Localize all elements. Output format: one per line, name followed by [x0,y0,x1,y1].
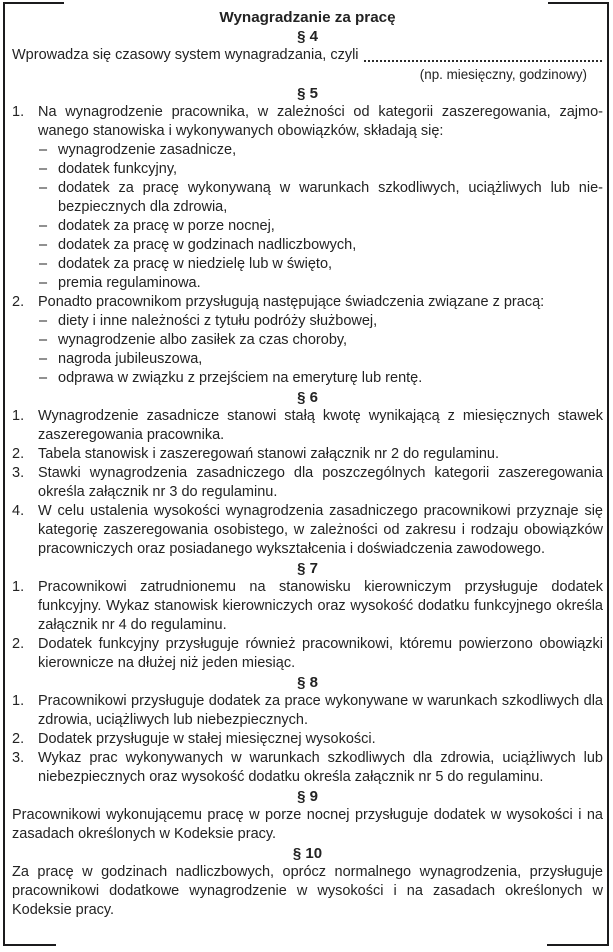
section-heading: § 9 [297,788,318,805]
list-item [12,464,603,502]
list-item-number: 1. [12,579,25,595]
sub-list-item-text: dodatek za pracę w porze nocnej, [58,218,275,234]
sub-list-item-text: dodatek funkcyjny, [58,161,178,177]
list-item [12,293,603,388]
list-item [12,692,603,730]
dash-bullet: – [39,313,48,329]
list-item-body [38,635,603,673]
list-item [12,407,603,445]
sub-list-item-text: premia regulaminowa. [58,275,201,291]
list-item [12,578,603,635]
document-section [12,27,603,84]
sub-list-item [38,255,603,274]
list-item-number: 1. [12,408,25,424]
list-item-body [38,578,603,635]
section-heading: § 10 [292,845,323,862]
document-section [12,787,603,844]
list-item-text: Pracownikowi zatrudnionemu na stanowisku kierowniczym przysługuje dodatek funkcyjny. Wykaz stanowisk kierowniczych oraz wysokość dodatku funkcyjnego określa załącznik nr 4 do regulaminu. [38,579,603,633]
list-item-body [38,293,544,388]
list-item [12,103,603,293]
sub-list-item-text: diety i inne należności z tytułu podróży służbowej, [58,313,378,329]
document-title: Wynagradzanie za pracę [219,9,396,26]
list-item-body [38,103,603,293]
list-item-number: 3. [12,750,25,766]
list-item-body [38,445,499,464]
list-item-number: 1. [12,104,25,120]
dash-bullet: – [39,142,48,158]
page-border-top-left [3,2,64,4]
list-item [12,502,603,559]
document-section [12,559,603,673]
sub-list-item-text: nagroda jubileuszowa, [58,351,203,367]
sub-list-item [38,141,603,160]
document-section [12,673,603,787]
list-item-text: Wykaz prac wykonywanych w warunkach szkodliwych dla zdrowia, uciążliwych lub niebezpiecznych oraz wysokość dodatku określa załącznik nr 5 do regulaminu. [38,750,603,785]
dash-bullet: – [39,161,48,177]
list-item-number: 2. [12,294,25,310]
section-heading: § 8 [297,674,318,691]
list-item-body [38,692,603,730]
list-item [12,445,603,464]
list-item-number: 3. [12,465,25,481]
sections-container [12,27,603,920]
list-item-text: Na wynagrodzenie pracownika, w zależności od kategorii zaszeregowania, zajmowanego stanowiska i wykonywanych obowiązków, składają się: [38,104,603,139]
list-item-text: Ponadto pracownikom przysługują następujące świadczenia związane z pracą: [38,294,545,310]
fill-in-hint: (np. miesięczny, godzinowy) [419,67,587,82]
list-item-text: Pracownikowi przysługuje dodatek za prace wykonywane w warunkach szkodliwych dla zdrowia, uciążliwych lub niebezpiecznych. [38,693,603,728]
section-heading: § 6 [297,389,318,406]
section-heading: § 4 [297,28,318,45]
list-item-body [38,502,603,559]
list-item-text: Dodatek funkcyjny przysługuje również pracownikowi, któremu powierzono obowiązki kierownicze na dłużej niż jeden miesiąc. [38,636,603,671]
sub-list-item [38,160,603,179]
section-heading: § 5 [297,85,318,102]
sub-list-item [38,350,544,369]
sub-list-item [38,331,544,350]
sub-list-item-text: dodatek za pracę wykonywaną w warunkach szkodliwych, uciążliwych lub niebezpiecznych dla zdrowia, [58,180,603,215]
dash-bullet: – [39,370,48,386]
list-item-text: W celu ustalenia wysokości wynagrodzenia zasadniczego pracownikowi przyznaje się kategorię zaszeregowania osobistego, w zależności od zakresu i rodzaju obowiązków pracowniczych oraz posiadanego wykształcenia i doświadczenia zawodowego. [38,503,603,557]
sub-list-item-text: dodatek za pracę w niedzielę lub w święto, [58,256,333,272]
dash-bullet: – [39,218,48,234]
list-item-body [38,407,603,445]
sub-list-item-text: wynagrodzenie zasadnicze, [58,142,237,158]
list-item-text: Tabela stanowisk i zaszeregowań stanowi załącznik nr 2 do regulaminu. [38,446,500,462]
fill-in-line [12,46,603,65]
document-section [12,388,603,559]
page-border-top-right [548,2,609,4]
list-item-number: 2. [12,731,25,747]
document-section [12,844,603,920]
sub-list-item [38,274,603,293]
sub-list-item [38,217,603,236]
sub-list-item-text: wynagrodzenie albo zasiłek za czas choroby, [58,332,348,348]
sub-list-item [38,312,544,331]
document-section [12,84,603,388]
list-item-number: 2. [12,446,25,462]
dotted-leader [364,60,602,62]
page-border-bottom-left [3,944,56,946]
sub-list-item [38,236,603,255]
list-item-text: Dodatek przysługuje w stałej miesięcznej wysokości. [38,731,376,747]
list-item-number: 1. [12,693,25,709]
paragraph: Pracownikowi wykonującemu pracę w porze nocnej przysługuje dodatek w wysokości i na zasadach określonych w Kodeksie pracy. [12,807,603,842]
list-item-body [38,749,603,787]
page-border-bottom-right [547,944,609,946]
list-item [12,749,603,787]
list-item-text: Stawki wynagrodzenia zasadniczego dla poszczególnych kategorii zaszeregowania określa załącznik nr 3 do regulaminu. [38,465,603,500]
section-heading: § 7 [297,560,318,577]
list-item [12,635,603,673]
dash-bullet: – [39,275,48,291]
fill-in-label: Wprowadza się czasowy system wynagradzania, czyli [12,47,359,63]
dash-bullet: – [39,256,48,272]
list-item [12,730,603,749]
sub-list-item [38,179,603,217]
list-item-number: 2. [12,636,25,652]
sub-list-item-text: dodatek za pracę w godzinach nadliczbowych, [58,237,357,253]
sub-list-item [38,369,544,388]
document-content [12,8,603,920]
list-item-body [38,464,603,502]
list-item-body [38,730,376,749]
paragraph: Za pracę w godzinach nadliczbowych, oprócz normalnego wynagrodzenia, przysługuje pracownikowi dodatkowe wynagrodzenie w wysokości i na zasadach określonych w Kodeksie pracy. [12,864,603,918]
dash-bullet: – [39,180,48,196]
dash-bullet: – [39,237,48,253]
list-item-text: Wynagrodzenie zasadnicze stanowi stałą kwotę wynikającą z miesięcznych stawek zaszeregowania pracownika. [38,408,603,443]
list-item-number: 4. [12,503,25,519]
dash-bullet: – [39,332,48,348]
dash-bullet: – [39,351,48,367]
sub-list-item-text: odprawa w związku z przejściem na emeryturę lub rentę. [58,370,423,386]
